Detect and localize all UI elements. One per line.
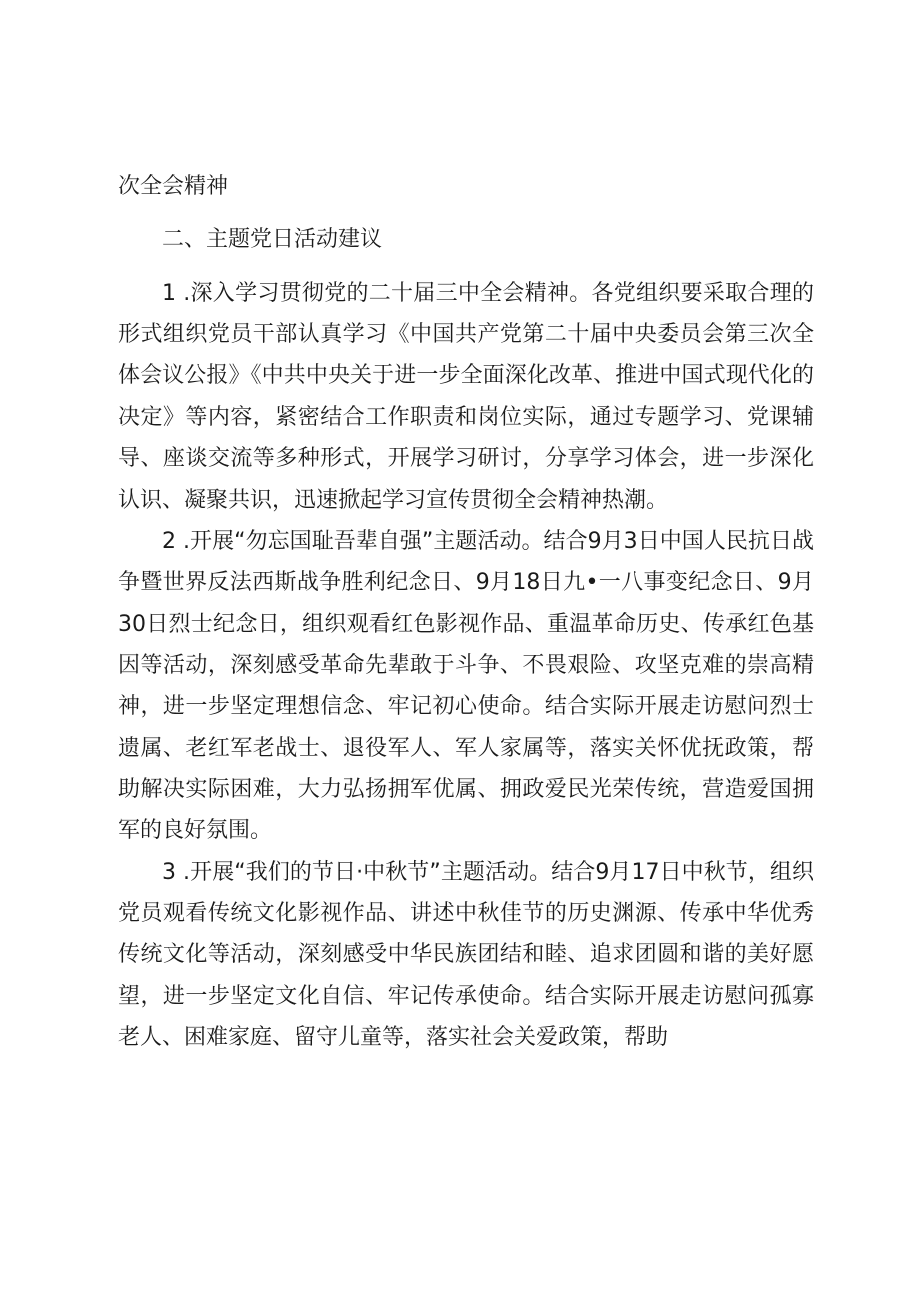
paragraph-3: 3 .开展“我们的节日·中秋节”主题活动。结合9月17日中秋节，组织党员观看传统文化影视作品、讲述中秋佳节的历史渊源、传承中华优秀传统文化等活动，深刻感受中华民族团结和睦、追求团圆和谐的美好愿望，进一步坚定文化自信、牢记传承使命。结合实际开展走访慰问孤寡老人、困难家庭、留守儿童等，落实社会关爱政策，帮助	[118, 859, 814, 1051]
paragraph-1: 1 .深入学习贯彻党的二十届三中全会精神。各党组织要采取合理的形式组织党员干部认真学习《中国共产党第二十届中央委员会第三次全体会议公报》《中共中央关于进一步全面深化改革、推进中国式现代化的决定》等内容，紧密结合工作职责和岗位实际，通过专题学习、党课辅导、座谈交流等多种形式，开展学习研讨，分享学习体会，进一步深化认识、凝聚共识，迅速掀起学习宣传贯彻全会精神热潮。	[118, 280, 814, 513]
document-body	[118, 166, 814, 1059]
continuation-text: 次全会精神	[118, 174, 229, 199]
paragraph-2: 2 .开展“勿忘国耻吾辈自强”主题活动。结合9月3日中国人民抗日战争暨世界反法西斯战争胜利纪念日、9月18日九•一八事变纪念日、9月30日烈士纪念日，组织观看红色影视作品、重温革命历史、传承红色基因等活动，深刻感受革命先辈敢于斗争、不畏艰险、攻坚克难的崇高精神，进一步坚定理想信念、牢记初心使命。结合实际开展走访慰问烈士遗属、老红军老战士、退役军人、军人家属等，落实关怀优抚政策，帮助解决实际困难，大力弘扬拥军优属、拥政爱民光荣传统，营造爱国拥军的良好氛围。	[118, 528, 814, 844]
section-heading: 二、主题党日活动建议	[162, 227, 383, 253]
